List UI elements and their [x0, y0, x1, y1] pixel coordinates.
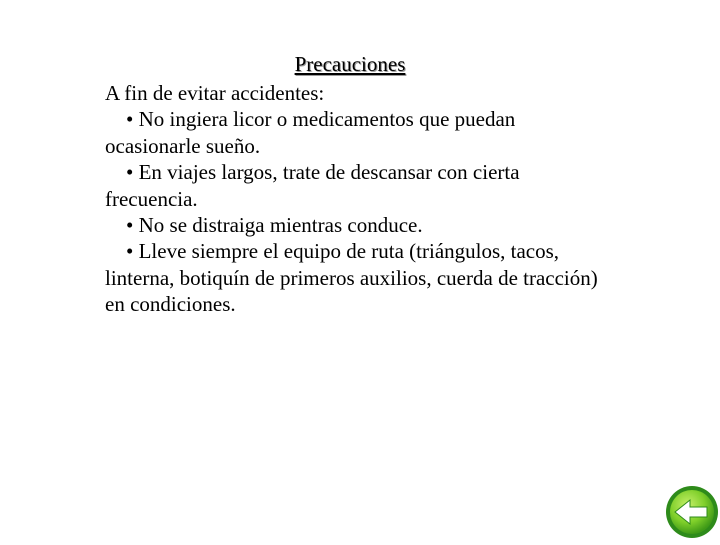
bullet-item: • En viajes largos, trate de descansar con cierta frecuencia.: [105, 160, 520, 211]
bullet-item: • No se distraiga mientras conduce.: [126, 213, 423, 238]
bullet-item: • Lleve siempre el equipo de ruta (triángulos, tacos, linterna, botiquín de primeros auxilios, cuerda de tracción) en condiciones.: [105, 239, 598, 317]
left-arrow-icon: [664, 484, 720, 540]
bullet-item: • No ingiera licor o medicamentos que puedan ocasionarle sueño.: [105, 107, 516, 158]
slide-title: Precauciones: [294, 52, 406, 76]
back-button[interactable]: [664, 484, 720, 540]
intro-text: A fin de evitar accidentes:: [105, 81, 325, 105]
slide-body: [105, 80, 605, 318]
